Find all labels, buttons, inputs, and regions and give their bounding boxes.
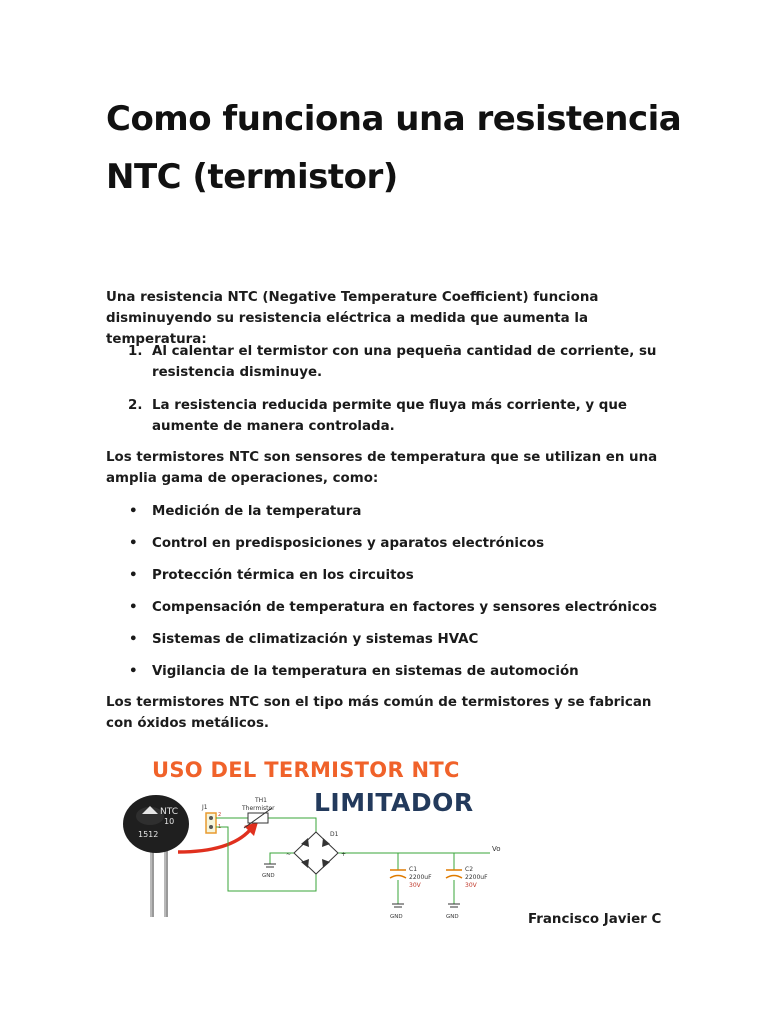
bullet-text: Protección térmica en los circuitos: [152, 568, 414, 583]
item-text: La resistencia reducida permite que fluya más corriente, y que aumente de manera controlada.: [152, 398, 628, 434]
bullet-item: [106, 661, 666, 682]
ntc-circuit-figure: [120, 752, 520, 922]
th1-name: Thermistor: [242, 805, 275, 812]
vo-label: Vo: [492, 845, 501, 853]
figure-title-uso: USO DEL TERMISTOR NTC: [152, 758, 460, 782]
c1-voltage: 30V: [409, 882, 421, 889]
ntc-marking-2: 10: [164, 817, 175, 826]
bullet-text: Medición de la temperatura: [152, 504, 362, 519]
bullet-dot: •: [129, 536, 138, 551]
gnd-label-1: GND: [262, 873, 275, 879]
item-text: Al calentar el termistor con una pequeña cantidad de corriente, su resistencia disminuye.: [152, 344, 657, 380]
bridge-rectifier-d1: [286, 831, 346, 874]
bullet-item: [106, 597, 666, 618]
gnd-label-2: GND: [390, 914, 403, 920]
bullet-dot: •: [129, 568, 138, 583]
bullet-dot: •: [129, 632, 138, 647]
d1-label: D1: [330, 831, 339, 838]
bullet-item: [106, 533, 666, 554]
bullet-item: [106, 565, 666, 586]
author-name: Francisco Javier C: [528, 912, 662, 927]
bullet-dot: •: [129, 664, 138, 679]
figure-title-limitador: LIMITADOR: [314, 788, 474, 817]
c2-value: 2200uF: [465, 874, 488, 881]
item-number: 2.: [128, 398, 143, 413]
bullet-text: Sistemas de climatización y sistemas HVAC: [152, 632, 479, 647]
bullet-dot: •: [129, 600, 138, 615]
svg-text:+: +: [341, 851, 347, 858]
bullet-item: [106, 501, 666, 522]
intro-paragraph: Una resistencia NTC (Negative Temperature Coefficient) funciona disminuyendo su resistencia eléctrica a medida que aumenta la temperatura:: [106, 290, 599, 347]
capacitor-c2: [446, 866, 488, 920]
page-title: [106, 90, 706, 206]
title-line-1: Como funciona una resistencia: [106, 99, 682, 139]
bullet-item: [106, 629, 666, 650]
ground-symbol: [262, 864, 276, 879]
bullet-text: Control en predisposiciones y aparatos electrónicos: [152, 536, 545, 551]
pin2-label: 2: [218, 812, 222, 818]
thermistor-th1: [241, 797, 275, 828]
numbered-item: [106, 341, 666, 383]
item-number: 1.: [128, 344, 143, 359]
bullet-dot: •: [129, 504, 138, 519]
numbered-item: [106, 395, 666, 437]
closing-paragraph: Los termistores NTC son el tipo más común de termistores y se fabrican con óxidos metálicos.: [106, 695, 652, 731]
gnd-label-3: GND: [446, 914, 459, 920]
ntc-marking-1: NTC: [160, 807, 178, 817]
c2-name: C2: [465, 866, 474, 873]
ntc-marking-3: 1512: [138, 830, 159, 839]
c1-name: C1: [409, 866, 418, 873]
title-line-2: NTC (termistor): [106, 157, 398, 197]
capacitor-c1: [390, 866, 432, 920]
th1-label: TH1: [255, 797, 267, 804]
pin1-label: 1: [218, 824, 222, 830]
bullet-text: Vigilancia de la temperatura en sistemas de automoción: [152, 664, 579, 679]
c1-value: 2200uF: [409, 874, 432, 881]
svg-text:~: ~: [286, 851, 292, 858]
c2-voltage: 30V: [465, 882, 477, 889]
circuit-diagram: [120, 752, 520, 922]
j1-label: J1: [202, 804, 208, 811]
circuit-wires: [216, 818, 490, 904]
ntc-component-image: [123, 795, 189, 917]
uses-intro-paragraph: Los termistores NTC son sensores de temperatura que se utilizan en una amplia gama de operaciones, como:: [106, 450, 658, 486]
bullet-text: Compensación de temperatura en factores y sensores electrónicos: [152, 600, 657, 615]
